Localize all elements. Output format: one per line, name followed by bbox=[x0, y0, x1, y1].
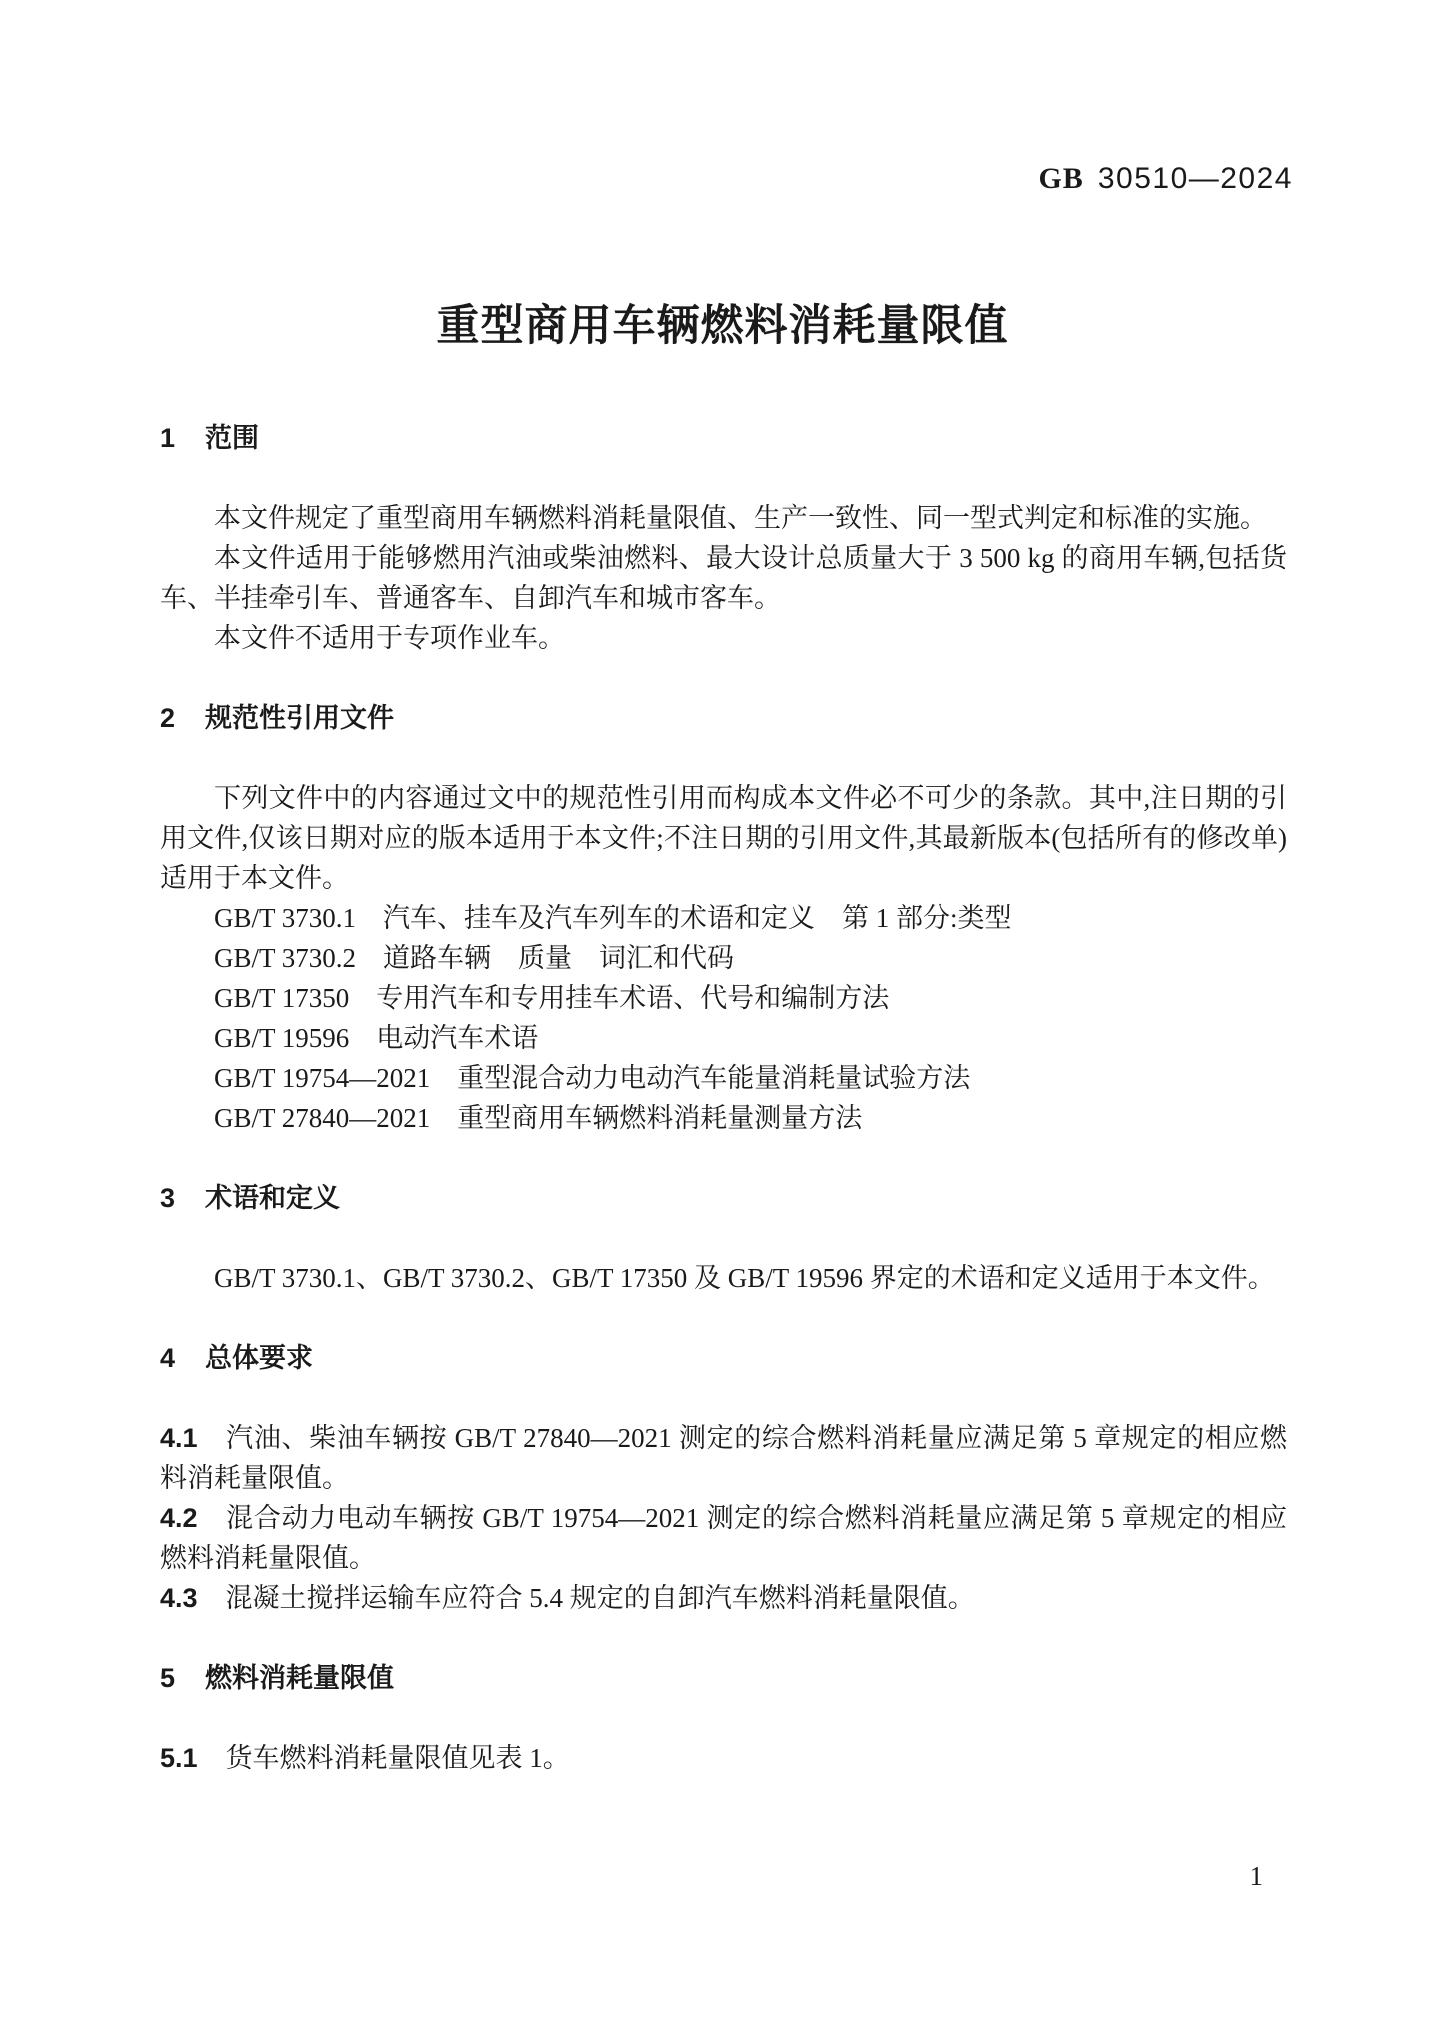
section-title: 范围 bbox=[205, 423, 260, 453]
clause-item bbox=[160, 1578, 1287, 1618]
section-title: 术语和定义 bbox=[205, 1183, 341, 1213]
standard-code-prefix: GB bbox=[1038, 162, 1084, 195]
paragraph: 本文件适用于能够燃用汽油或柴油燃料、最大设计总质量大于 3 500 kg 的商用车辆,包括货车、半挂牵引车、普通客车、自卸汽车和城市客车。 bbox=[160, 543, 1287, 613]
clause-item bbox=[160, 1418, 1287, 1498]
reference-name: 道路车辆 质量 词汇和代码 bbox=[383, 943, 735, 973]
clause-number: 4.2 bbox=[160, 1503, 198, 1533]
reference-item bbox=[160, 1058, 1287, 1098]
reference-name: 重型混合动力电动汽车能量消耗量试验方法 bbox=[457, 1063, 971, 1093]
section-number: 2 bbox=[160, 703, 176, 733]
reference-name: 专用汽车和专用挂车术语、代号和编制方法 bbox=[376, 983, 890, 1013]
reference-code: GB/T 19596 bbox=[214, 1023, 350, 1053]
section-number: 5 bbox=[160, 1663, 176, 1693]
reference-code: GB/T 3730.2 bbox=[214, 943, 357, 973]
standard-code bbox=[1038, 160, 1293, 198]
reference-name: 电动汽车术语 bbox=[376, 1023, 539, 1053]
section-heading-normative-references bbox=[160, 698, 1287, 738]
clause-text: 混合动力电动车辆按 GB/T 19754—2021 测定的综合燃料消耗量应满足第 5 章规定的相应燃料消耗量限值。 bbox=[160, 1503, 1287, 1573]
clause-item bbox=[160, 1498, 1287, 1578]
reference-code: GB/T 19754—2021 bbox=[214, 1063, 431, 1093]
section-number: 1 bbox=[160, 423, 176, 453]
reference-code: GB/T 17350 bbox=[214, 983, 350, 1013]
paragraph: 本文件不适用于专项作业车。 bbox=[214, 623, 565, 653]
reference-item bbox=[160, 978, 1287, 1018]
clause-text: 混凝土搅拌运输车应符合 5.4 规定的自卸汽车燃料消耗量限值。 bbox=[225, 1583, 975, 1613]
section-heading-fuel-consumption-limits bbox=[160, 1658, 1287, 1698]
reference-code: GB/T 27840—2021 bbox=[214, 1103, 431, 1133]
reference-name: 重型商用车辆燃料消耗量测量方法 bbox=[457, 1103, 863, 1133]
paragraph: GB/T 3730.1、GB/T 3730.2、GB/T 17350 及 GB/T 19596 界定的术语和定义适用于本文件。 bbox=[214, 1263, 1275, 1293]
clause-number: 4.3 bbox=[160, 1583, 198, 1613]
section-number: 3 bbox=[160, 1183, 176, 1213]
standard-code-number: 30510—2024 bbox=[1097, 162, 1293, 195]
section-title: 总体要求 bbox=[205, 1343, 314, 1373]
clause-number: 5.1 bbox=[160, 1743, 198, 1773]
reference-code: GB/T 3730.1 bbox=[214, 903, 357, 933]
clause-text: 汽油、柴油车辆按 GB/T 27840—2021 测定的综合燃料消耗量应满足第 5 章规定的相应燃料消耗量限值。 bbox=[160, 1423, 1287, 1493]
clause-number: 4.1 bbox=[160, 1423, 198, 1453]
reference-item bbox=[160, 1098, 1287, 1138]
section-heading-terms-definitions bbox=[160, 1178, 1287, 1218]
section-heading-scope bbox=[160, 418, 1287, 458]
section-title: 规范性引用文件 bbox=[205, 703, 395, 733]
document-body bbox=[160, 418, 1287, 1778]
document-title: 重型商用车辆燃料消耗量限值 bbox=[436, 302, 1009, 350]
paragraph: 本文件规定了重型商用车辆燃料消耗量限值、生产一致性、同一型式判定和标准的实施。 bbox=[214, 503, 1267, 533]
section-number: 4 bbox=[160, 1343, 176, 1373]
section-title: 燃料消耗量限值 bbox=[205, 1663, 395, 1693]
reference-item bbox=[160, 938, 1287, 978]
clause-item bbox=[160, 1738, 1287, 1778]
reference-name: 汽车、挂车及汽车列车的术语和定义 第 1 部分:类型 bbox=[383, 903, 1012, 933]
page-number: 1 bbox=[1249, 1861, 1263, 1891]
reference-item bbox=[160, 1018, 1287, 1058]
paragraph: 下列文件中的内容通过文中的规范性引用而构成本文件必不可少的条款。其中,注日期的引用文件,仅该日期对应的版本适用于本文件;不注日期的引用文件,其最新版本(包括所有的修改单)适用于本文件。 bbox=[160, 783, 1287, 893]
clause-text: 货车燃料消耗量限值见表 1。 bbox=[225, 1743, 570, 1773]
reference-item bbox=[160, 898, 1287, 938]
section-heading-general-requirements bbox=[160, 1338, 1287, 1378]
